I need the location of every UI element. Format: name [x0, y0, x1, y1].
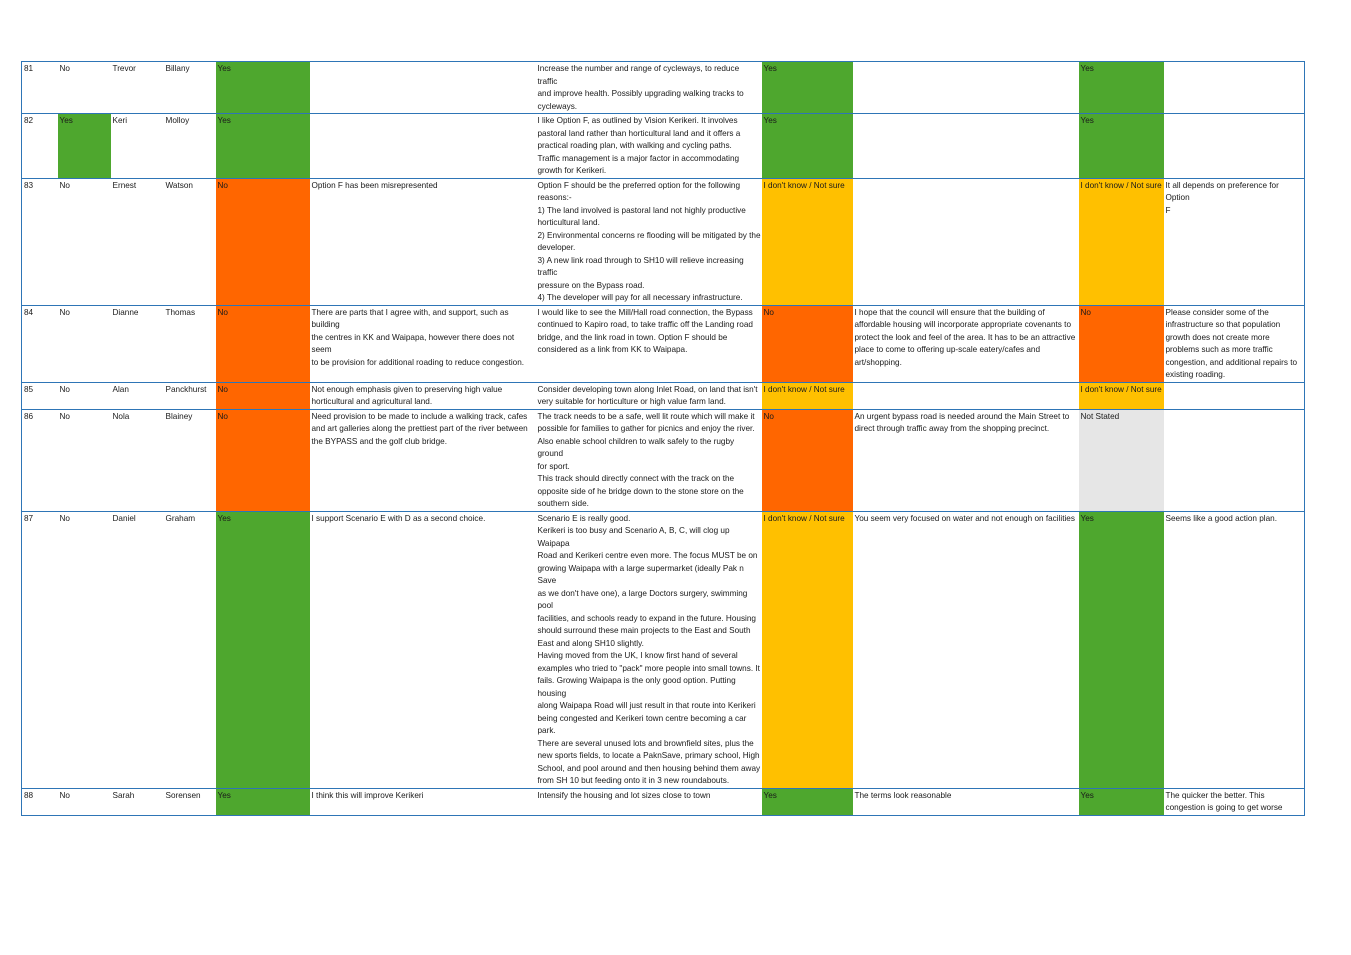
row-number-cell: 87 — [22, 511, 58, 788]
comment-2-cell-line: along Waipapa Road will just result in that route into Kerikeri — [537, 701, 756, 710]
comment-1-cell-line: There are parts that I agree with, and support, such as building — [311, 307, 509, 329]
comment-1-cell-line: I support Scenario E with D as a second choice. — [311, 513, 486, 523]
rating-2-cell: No — [762, 305, 853, 382]
comment-3-cell — [853, 305, 1079, 382]
rating-1-cell: Yes — [216, 114, 310, 179]
rating-3-cell: Not Stated — [1079, 409, 1164, 511]
comment-1-cell-line: Option F has been misrepresented — [311, 180, 438, 190]
comment-2-cell-line: School, and pool around and then housing behind them away — [537, 763, 761, 773]
comment-4-cell-line: congestion is going to get worse — [1165, 803, 1283, 812]
comment-4-cell — [1164, 409, 1305, 511]
comment-2-cell — [536, 178, 762, 305]
comment-1-cell — [310, 178, 536, 305]
rating-1-cell: Yes — [216, 62, 310, 114]
comment-4-cell-line: congestion, and additional repairs to — [1165, 357, 1298, 367]
comment-3-cell-line: An urgent bypass road is needed around the Main Street to — [854, 411, 1070, 421]
comment-2-cell-line: East and along SH10 slightly. — [537, 638, 644, 648]
comment-1-cell — [310, 62, 536, 114]
comment-2-cell-line: 1) The land involved is pastoral land not highly productive — [537, 205, 746, 215]
rating-2-cell: Yes — [762, 114, 853, 179]
comment-2-cell-line: This track should directly connect with the track on the — [537, 474, 735, 483]
comment-1-cell — [310, 382, 536, 409]
affiliation-cell: No — [58, 178, 111, 305]
comment-2-cell-line: growing Waipapa with a large supermarket (ideally Pak n Save — [537, 563, 744, 585]
comment-4-cell — [1164, 178, 1305, 305]
comment-4-cell-line: Please consider some of the — [1165, 307, 1269, 317]
comment-4-cell-line: F — [1165, 205, 1171, 215]
comment-2-cell-line: practical roading plan, with walking and cycling paths. — [537, 141, 732, 150]
comment-2-cell-line: should surround these main projects to the East and South — [537, 626, 751, 635]
rating-2-cell: I don't know / Not sure — [762, 382, 853, 409]
first-name-cell: Keri — [111, 114, 164, 179]
table-row — [22, 788, 1305, 815]
affiliation-cell: No — [58, 305, 111, 382]
comment-3-cell — [853, 409, 1079, 511]
comment-2-cell-line: considered as a link from KK to Waipapa. — [537, 345, 688, 354]
table-row — [22, 382, 1305, 409]
rating-2-cell: Yes — [762, 788, 853, 815]
row-number-cell: 83 — [22, 178, 58, 305]
comment-2-cell-line: Increase the number and range of cycleways, to reduce traffic — [537, 64, 740, 86]
rating-2-cell: Yes — [762, 62, 853, 114]
comment-2-cell-line: fails. Growing Waipapa is the only good option. Putting housing — [537, 676, 736, 698]
comment-2-cell — [536, 305, 762, 382]
comment-3-cell-line: I hope that the council will ensure that the building of — [854, 307, 1045, 317]
comment-2-cell-line: 4) The developer will pay for all necessary infrastructure. — [537, 293, 743, 302]
comment-2-cell-line: and improve health. Possibly upgrading walking tracks to — [537, 89, 744, 98]
first-name-cell: Dianne — [111, 305, 164, 382]
comment-3-cell-line: affordable housing will incorporate appropriate covenants to — [854, 320, 1072, 329]
first-name-cell: Nola — [111, 409, 164, 511]
table-row — [22, 114, 1305, 179]
comment-3-cell-line: art/shopping. — [854, 357, 902, 367]
comment-2-cell-line: I would like to see the Mill/Hall road connection, the Bypass — [537, 307, 753, 317]
table-row — [22, 511, 1305, 788]
last-name-cell: Blainey — [164, 409, 216, 511]
comment-2-cell-line: Consider developing town along Inlet Road, on land that isn't — [537, 384, 758, 394]
table-row — [22, 178, 1305, 305]
rating-1-cell: No — [216, 178, 310, 305]
comment-3-cell-line: The terms look reasonable — [854, 790, 952, 800]
rating-3-cell: Yes — [1079, 114, 1164, 179]
comment-4-cell-line: problems such as more traffic — [1165, 345, 1273, 354]
comment-2-cell — [536, 382, 762, 409]
affiliation-cell: No — [58, 382, 111, 409]
comment-2-cell-line: for sport. — [537, 461, 570, 471]
comment-1-cell — [310, 305, 536, 382]
comment-3-cell — [853, 382, 1079, 409]
comment-2-cell-line: horticultural land. — [537, 218, 600, 227]
comment-2-cell-line: Having moved from the UK, I know first hand of several — [537, 651, 738, 660]
table-body — [22, 62, 1305, 816]
comment-1-cell-line: horticultural and agricultural land. — [311, 397, 433, 406]
comment-4-cell-line: It all depends on preference for Option — [1165, 180, 1279, 202]
comment-2-cell-line: growth for Kerikeri. — [537, 166, 607, 175]
rating-3-cell: Yes — [1079, 511, 1164, 788]
first-name-cell: Trevor — [111, 62, 164, 114]
rating-2-cell: No — [762, 409, 853, 511]
last-name-cell: Thomas — [164, 305, 216, 382]
last-name-cell: Watson — [164, 178, 216, 305]
comment-2-cell-line: southern side. — [537, 499, 589, 508]
comment-1-cell-line: to be provision for additional roading to reduce congestion. — [311, 357, 525, 367]
affiliation-cell: No — [58, 409, 111, 511]
comment-2-cell-line: Intensify the housing and lot sizes close to town — [537, 790, 711, 800]
comment-2-cell — [536, 409, 762, 511]
rating-3-cell: Yes — [1079, 62, 1164, 114]
last-name-cell: Molloy — [164, 114, 216, 179]
comment-2-cell-line: There are several unused lots and brownfield sites, plus the — [537, 738, 754, 748]
comment-3-cell — [853, 511, 1079, 788]
comment-2-cell — [536, 511, 762, 788]
comment-3-cell — [853, 62, 1079, 114]
row-number-cell: 88 — [22, 788, 58, 815]
comment-4-cell — [1164, 382, 1305, 409]
first-name-cell: Sarah — [111, 788, 164, 815]
comment-1-cell — [310, 409, 536, 511]
comment-2-cell-line: 2) Environmental concerns re flooding will be mitigated by the — [537, 230, 761, 240]
comment-2-cell — [536, 62, 762, 114]
comment-3-cell-line: direct through traffic away from the shopping precinct. — [854, 424, 1050, 433]
comment-2-cell-line: being congested and Kerikeri town centre becoming a car park. — [537, 713, 747, 735]
comment-1-cell-line: Need provision to be made to include a walking track, cafes — [311, 411, 528, 421]
comment-4-cell-line: infrastructure so that population — [1165, 320, 1281, 329]
comment-2-cell-line: facilities, and schools ready to expand in the future. Housing — [537, 613, 756, 623]
rating-2-cell: I don't know / Not sure — [762, 178, 853, 305]
rating-3-cell: No — [1079, 305, 1164, 382]
last-name-cell: Panckhurst — [164, 382, 216, 409]
comment-2-cell — [536, 788, 762, 815]
first-name-cell: Daniel — [111, 511, 164, 788]
rating-1-cell: No — [216, 409, 310, 511]
row-number-cell: 85 — [22, 382, 58, 409]
first-name-cell: Alan — [111, 382, 164, 409]
comment-2-cell-line: opposite side of he bridge down to the stone store on the — [537, 486, 744, 496]
comment-4-cell-line: Seems like a good action plan. — [1165, 513, 1278, 523]
rating-3-cell: I don't know / Not sure — [1079, 178, 1164, 305]
comment-2-cell-line: I like Option F, as outlined by Vision Kerikeri. It involves — [537, 116, 738, 125]
comment-3-cell — [853, 788, 1079, 815]
comment-2-cell-line: Traffic management is a major factor in accommodating — [537, 153, 740, 163]
rating-1-cell: Yes — [216, 511, 310, 788]
comment-2-cell-line: Option F should be the preferred option for the following — [537, 180, 741, 190]
responses-table — [21, 61, 1305, 816]
comment-2-cell-line: as we don't have one), a large Doctors surgery, swimming pool — [537, 588, 748, 610]
comment-4-cell — [1164, 511, 1305, 788]
comment-4-cell — [1164, 788, 1305, 815]
row-number-cell: 84 — [22, 305, 58, 382]
comment-4-cell-line: The quicker the better. This — [1165, 790, 1265, 800]
last-name-cell: Billany — [164, 62, 216, 114]
comment-2-cell-line: bridge, and the link road in town. Option F should be — [537, 332, 728, 342]
comment-4-cell — [1164, 114, 1305, 179]
affiliation-cell: No — [58, 511, 111, 788]
comment-3-cell-line: protect the look and feel of the area. It has to be an attractive — [854, 332, 1076, 342]
comment-2-cell-line: The track needs to be a safe, well lit route which will make it — [537, 411, 755, 421]
table-row — [22, 409, 1305, 511]
comment-4-cell — [1164, 62, 1305, 114]
last-name-cell: Sorensen — [164, 788, 216, 815]
comment-2-cell-line: Kerikeri is too busy and Scenario A, B, C, will clog up Waipapa — [537, 526, 730, 548]
comment-2-cell-line: possible for families to gather for picnics and enjoy the river. — [537, 424, 755, 433]
row-number-cell: 86 — [22, 409, 58, 511]
comment-2-cell-line: pastoral land rather than horticultural land and it offers a — [537, 128, 741, 138]
comment-2-cell-line: from SH 10 but feeding onto it in 3 new roundabouts. — [537, 776, 730, 785]
rating-1-cell: Yes — [216, 788, 310, 815]
comment-2-cell-line: examples who tried to "pack" more people into small towns. It — [537, 663, 760, 673]
comment-1-cell-line: the BYPASS and the golf club bridge. — [311, 436, 447, 446]
comment-2-cell — [536, 114, 762, 179]
comment-2-cell-line: Road and Kerikeri centre even more. The focus MUST be on — [537, 551, 758, 560]
comment-2-cell-line: Also enable school children to walk safely to the rugby ground — [537, 436, 735, 458]
comment-1-cell — [310, 114, 536, 179]
comment-4-cell-line: existing roading. — [1165, 370, 1226, 379]
table-row — [22, 305, 1305, 382]
comment-3-cell — [853, 114, 1079, 179]
last-name-cell: Graham — [164, 511, 216, 788]
comment-3-cell-line: You seem very focused on water and not enough on facilities — [854, 513, 1075, 523]
rating-1-cell: No — [216, 382, 310, 409]
rating-3-cell: Yes — [1079, 788, 1164, 815]
affiliation-cell: No — [58, 788, 111, 815]
row-number-cell: 81 — [22, 62, 58, 114]
comment-2-cell-line: Scenario E is really good. — [537, 513, 631, 523]
affiliation-cell: Yes — [58, 114, 111, 179]
comment-1-cell-line: Not enough emphasis given to preserving high value — [311, 384, 503, 394]
comment-4-cell — [1164, 305, 1305, 382]
comment-1-cell-line: and art galleries along the prettiest part of the river between — [311, 424, 528, 433]
rating-2-cell: I don't know / Not sure — [762, 511, 853, 788]
row-number-cell: 82 — [22, 114, 58, 179]
comment-2-cell-line: developer. — [537, 243, 576, 252]
comment-1-cell-line: I think this will improve Kerikeri — [311, 790, 424, 800]
comment-2-cell-line: pressure on the Bypass road. — [537, 280, 645, 290]
comment-2-cell-line: very suitable for horticulture or high value farm land. — [537, 397, 726, 406]
comment-1-cell-line: the centres in KK and Waipapa, however there does not seem — [311, 332, 515, 354]
comment-2-cell-line: 3) A new link road through to SH10 will relieve increasing traffic — [537, 255, 744, 277]
comment-3-cell — [853, 178, 1079, 305]
comment-3-cell-line: place to come to offering up-scale eatery/cafes and — [854, 345, 1041, 354]
first-name-cell: Ernest — [111, 178, 164, 305]
comment-4-cell-line: growth does not create more — [1165, 332, 1270, 342]
comment-2-cell-line: continued to Kapiro road, to take traffic off the Landing road — [537, 320, 753, 329]
table-row — [22, 62, 1305, 114]
survey-responses-sheet — [21, 61, 1304, 816]
comment-2-cell-line: reasons:- — [537, 193, 572, 202]
comment-1-cell — [310, 788, 536, 815]
affiliation-cell: No — [58, 62, 111, 114]
comment-2-cell-line: new sports fields, to locate a PaknSave, primary school, High — [537, 751, 760, 760]
rating-1-cell: No — [216, 305, 310, 382]
comment-2-cell-line: cycleways. — [537, 101, 578, 111]
rating-3-cell: I don't know / Not sure — [1079, 382, 1164, 409]
comment-1-cell — [310, 511, 536, 788]
